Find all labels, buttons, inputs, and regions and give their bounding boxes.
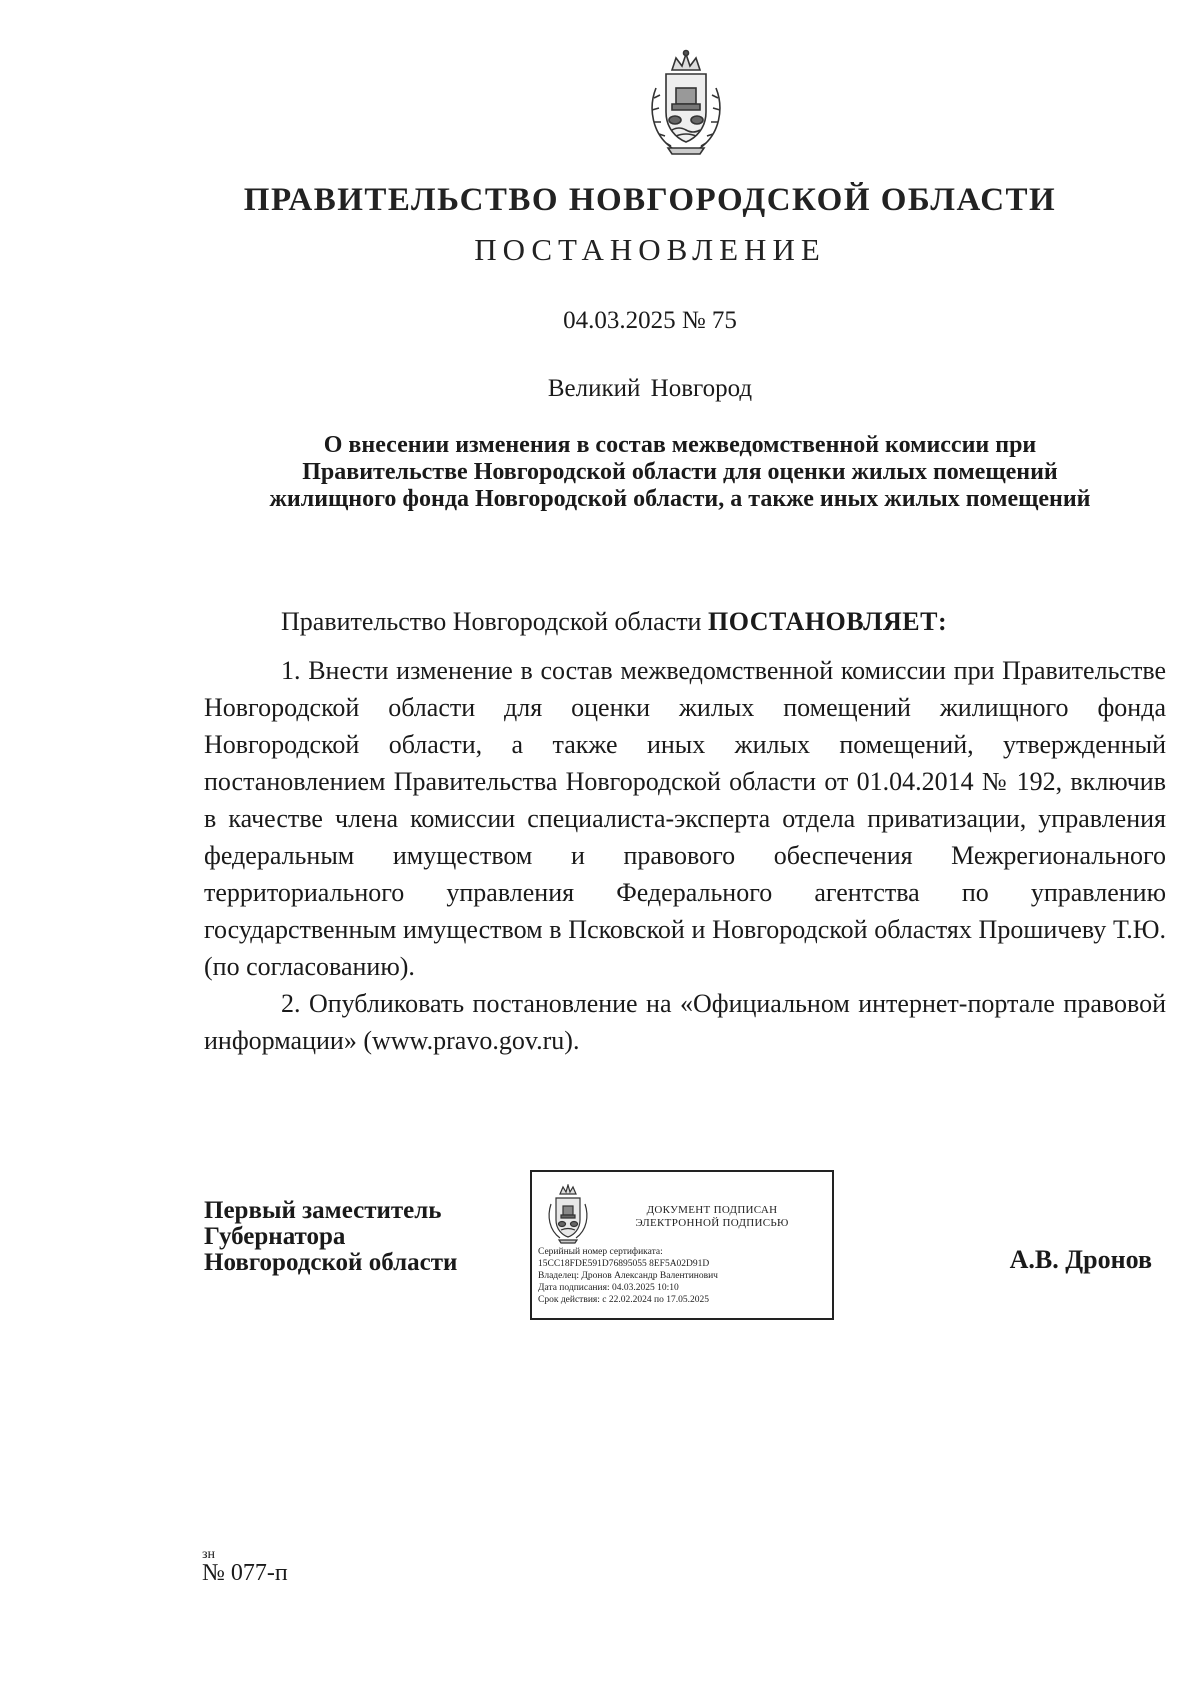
novgorod-coat-of-arms-icon: [544, 1184, 592, 1244]
stamp-line: Серийный номер сертификата:: [538, 1247, 663, 1257]
footer-code: зн: [202, 1547, 216, 1562]
stamp-heading-line: ДОКУМЕНТ ПОДПИСАН: [646, 1204, 778, 1216]
body-item: 1. Внести изменение в состав межведомственной комиссии при Правительстве Новгородской области для оценки жилых помещений жилищного фонда Новгородской области, а также иных жилых помещений, утвержденный постановлением Правительства Новгородской области от 01.04.2014 № 192, включив в качестве члена комиссии специалиста-эксперта отдела приватизации, управления федеральным имуществом и правового обеспечения Межрегионального территориального управления Федерального агентства по управлению государственным имуществом в Псковской и Новгородской областях Прошичеву Т.Ю. (по согласованию).: [204, 656, 1166, 981]
preamble: [281, 605, 1101, 639]
stamp-heading-line: ЭЛЕКТРОННОЙ ПОДПИСЬЮ: [635, 1217, 789, 1229]
government-title: ПРАВИТЕЛЬСТВО НОВГОРОДСКОЙ ОБЛАСТИ: [243, 182, 1057, 218]
document-date-number: 04.03.2025 № 75: [563, 307, 737, 334]
stamp-line: 15CC18FDE591D76895055 8EF5A02D91D: [538, 1259, 710, 1269]
stamp-line: Срок действия: с 22.02.2024 по 17.05.2025: [538, 1295, 709, 1305]
decree-word: ПОСТАНОВЛЯЕТ:: [707, 607, 948, 636]
document-type: ПОСТАНОВЛЕНИЕ: [474, 232, 826, 267]
preamble-text: Правительство Новгородской области: [281, 607, 702, 636]
document-body: [204, 652, 1166, 1059]
stamp-details: [538, 1246, 830, 1306]
signer-position-line: Губернатора: [204, 1223, 346, 1250]
stamp-line: Владелец: Дронов Александр Валентинович: [538, 1271, 718, 1281]
signer-name: А.В. Дронов: [1009, 1245, 1152, 1274]
document-city: Великий Новгород: [547, 375, 753, 402]
novgorod-coat-of-arms-icon: [642, 48, 730, 156]
signer-position-line: Новгородской области: [204, 1249, 458, 1276]
document-subject: О внесении изменения в состав межведомственной комиссии при Правительстве Новгородской области для оценки жилых помещений жилищного фонда Новгородской области, а также иных жилых помещений: [269, 432, 1091, 512]
signer-position-line: Первый заместитель: [204, 1197, 442, 1224]
signer-position: [204, 1198, 504, 1276]
footer-number: № 077-п: [202, 1560, 288, 1586]
electronic-signature-stamp: [530, 1170, 834, 1320]
stamp-line: Дата подписания: 04.03.2025 10:10: [538, 1283, 679, 1293]
body-item: 2. Опубликовать постановление на «Официальном интернет-портале правовой информации» (www.pravo.gov.ru).: [204, 989, 1166, 1055]
stamp-heading: [602, 1204, 822, 1230]
